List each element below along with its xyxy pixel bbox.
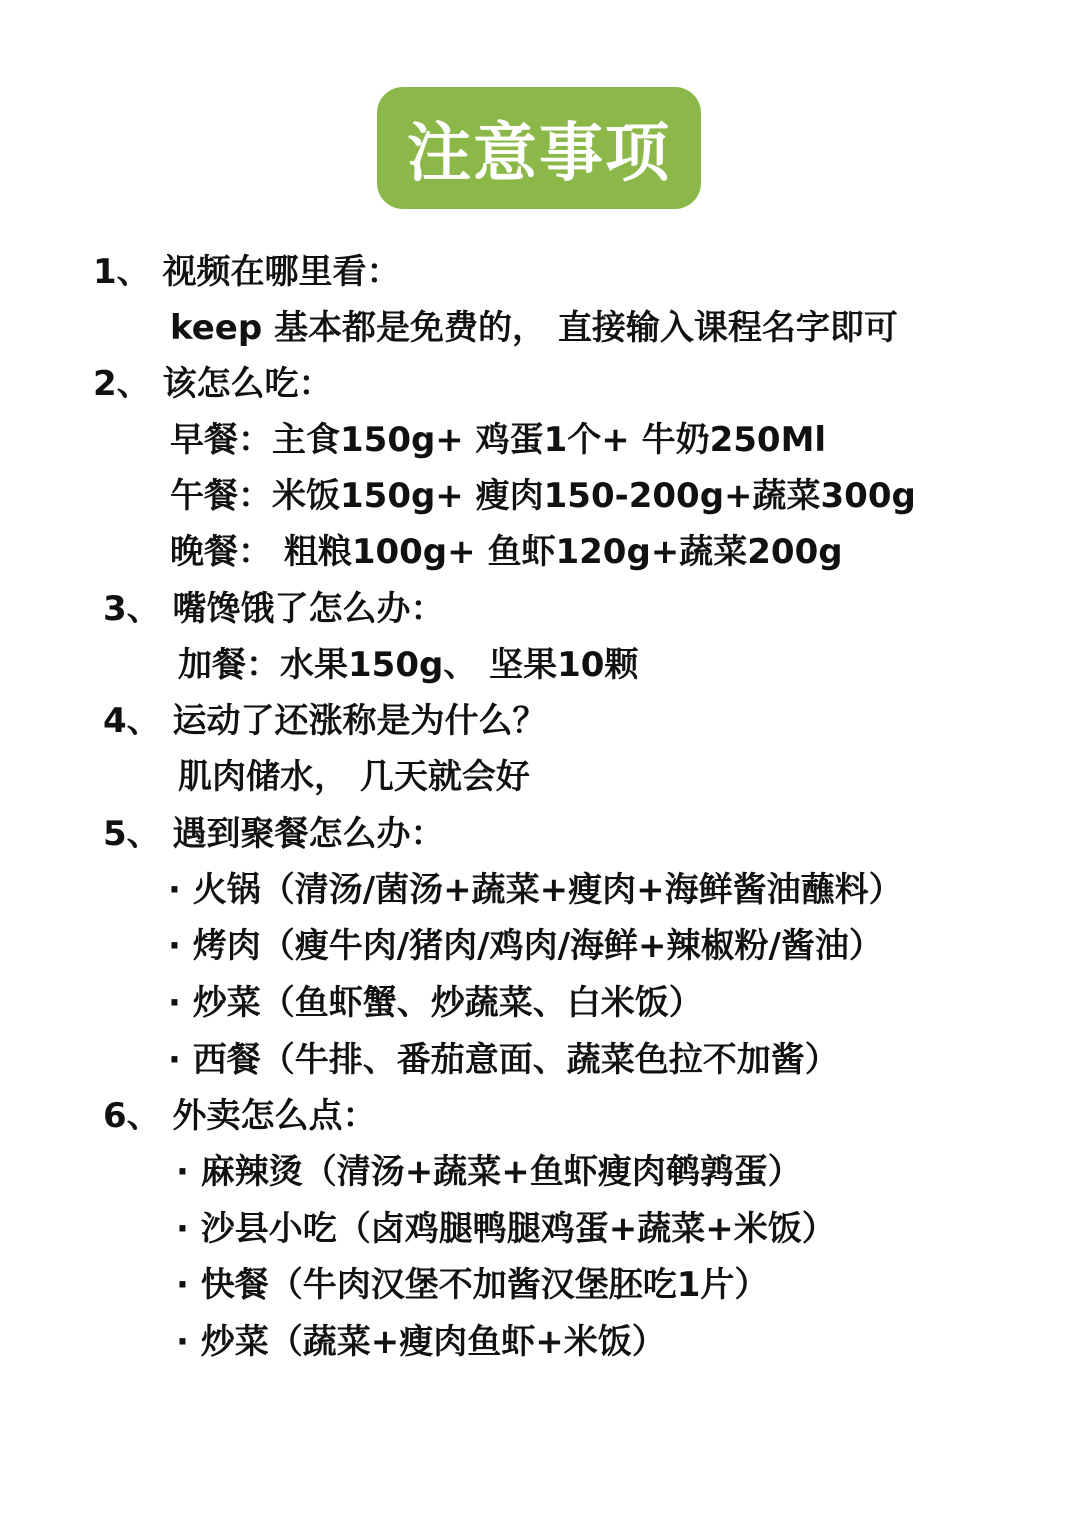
section-1-answer: keep 基本都是免费的， 直接输入课程名字即可 (170, 308, 898, 348)
dining-item-stirfry: · 炒菜（鱼虾蟹、炒蔬菜、白米饭） (168, 983, 703, 1023)
takeout-item-shaxian: · 沙县小吃（卤鸡腿鸭腿鸡蛋+蔬菜+米饭） (176, 1209, 836, 1249)
dinner-line: 晚餐： 粗粮100g+ 鱼虾120g+蔬菜200g (170, 532, 843, 572)
dining-item-hotpot: · 火锅（清汤/菌汤+蔬菜+瘦肉+海鲜酱油蘸料） (168, 870, 903, 910)
lunch-line: 午餐：米饭150g+ 瘦肉150-200g+蔬菜300g (170, 476, 916, 516)
takeout-item-malatang: · 麻辣烫（清汤+蔬菜+鱼虾瘦肉鹌鹑蛋） (176, 1152, 802, 1192)
takeout-item-stirfry: · 炒菜（蔬菜+瘦肉鱼虾+米饭） (176, 1322, 666, 1362)
section-4-heading: 4、 运动了还涨称是为什么？ (103, 701, 547, 741)
snack-line: 加餐：水果150g、 坚果10颗 (178, 645, 639, 685)
section-4-answer: 肌肉储水， 几天就会好 (178, 757, 530, 797)
section-3-heading: 3、 嘴馋饿了怎么办： (103, 589, 445, 629)
page-title: 注意事项 (407, 117, 671, 191)
section-2-heading: 2、 该怎么吃： (93, 364, 333, 404)
section-6-heading: 6、 外卖怎么点： (103, 1096, 377, 1136)
section-5-heading: 5、 遇到聚餐怎么办： (103, 814, 445, 854)
title-badge (377, 87, 701, 209)
dining-item-bbq: · 烤肉（瘦牛肉/猪肉/鸡肉/海鲜+辣椒粉/酱油） (168, 926, 883, 966)
dining-item-western: · 西餐（牛排、番茄意面、蔬菜色拉不加酱） (168, 1040, 839, 1080)
section-1-heading: 1、 视频在哪里看： (93, 252, 401, 292)
breakfast-line: 早餐：主食150g+ 鸡蛋1个+ 牛奶250Ml (170, 420, 827, 460)
takeout-item-fastfood: · 快餐（牛肉汉堡不加酱汉堡胚吃1片） (176, 1265, 769, 1305)
